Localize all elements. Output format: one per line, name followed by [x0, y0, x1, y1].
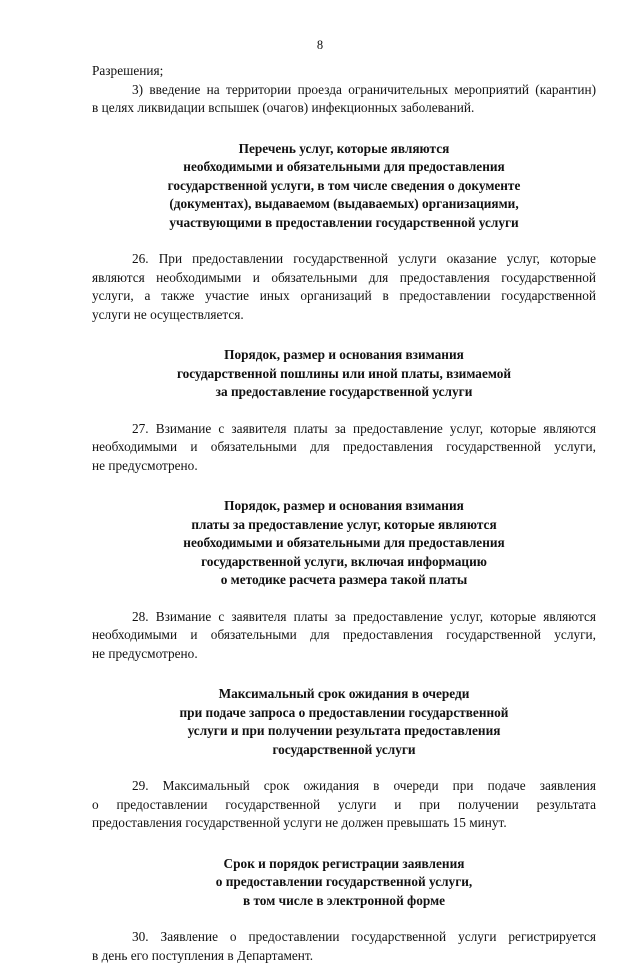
heading-line: государственной услуги, включая информацию	[92, 553, 596, 572]
section-heading	[92, 346, 596, 402]
heading-line: государственной услуги	[92, 741, 596, 760]
section-heading	[92, 140, 596, 233]
section-heading	[92, 855, 596, 911]
paragraph-29	[92, 777, 596, 833]
paragraph-line: являются необходимыми и обязательными для предоставления государственной	[92, 269, 596, 288]
paragraph-line: предоставления государственной услуги не должен превышать 15 минут.	[92, 814, 596, 833]
paragraph-line: 30. Заявление о предоставлении государственной услуги регистрируется	[92, 928, 596, 947]
paragraph-line: о предоставлении государственной услуги и при получении результата	[92, 796, 596, 815]
heading-line: государственной пошлины или иной платы, взимаемой	[92, 365, 596, 384]
paragraph-line: не предусмотрено.	[92, 645, 596, 664]
paragraph-26	[92, 250, 596, 324]
page-number: 8	[0, 36, 640, 55]
paragraph-line: 29. Максимальный срок ожидания в очереди при подаче заявления	[92, 777, 596, 796]
heading-line: государственной услуги, в том числе сведения о документе	[92, 177, 596, 196]
paragraph-line: 26. При предоставлении государственной услуги оказание услуг, которые	[92, 250, 596, 269]
heading-line: платы за предоставление услуг, которые являются	[92, 516, 596, 535]
section-heading	[92, 685, 596, 759]
heading-line: Максимальный срок ожидания в очереди	[92, 685, 596, 704]
heading-line: Срок и порядок регистрации заявления	[92, 855, 596, 874]
heading-line: необходимыми и обязательными для предоставления	[92, 158, 596, 177]
paragraph-28	[92, 608, 596, 664]
heading-line: при подаче запроса о предоставлении государственной	[92, 704, 596, 723]
intro-line: 3) введение на территории проезда ограничительных мероприятий (карантин)	[92, 81, 596, 100]
heading-line: Порядок, размер и основания взимания	[92, 346, 596, 365]
paragraph-line: необходимыми и обязательными для предоставления государственной услуги,	[92, 438, 596, 457]
document-body	[92, 62, 596, 965]
paragraph-line: 28. Взимание с заявителя платы за предоставление услуг, которые являются	[92, 608, 596, 627]
paragraph-line: 27. Взимание с заявителя платы за предоставление услуг, которые являются	[92, 420, 596, 439]
heading-line: необходимыми и обязательными для предоставления	[92, 534, 596, 553]
heading-line: услуги и при получении результата предоставления	[92, 722, 596, 741]
heading-line: Порядок, размер и основания взимания	[92, 497, 596, 516]
heading-line: о методике расчета размера такой платы	[92, 571, 596, 590]
section-heading	[92, 497, 596, 590]
intro-line: в целях ликвидации вспышек (очагов) инфекционных заболеваний.	[92, 99, 596, 118]
paragraph-line: услуги, а также участие иных организаций в предоставлении государственной	[92, 287, 596, 306]
paragraph-line: необходимыми и обязательными для предоставления государственной услуги,	[92, 626, 596, 645]
intro-line: Разрешения;	[92, 62, 596, 81]
paragraph-line: в день его поступления в Департамент.	[92, 947, 596, 965]
heading-line: за предоставление государственной услуги	[92, 383, 596, 402]
heading-line: участвующими в предоставлении государственной услуги	[92, 214, 596, 233]
heading-line: в том числе в электронной форме	[92, 892, 596, 911]
intro-block	[92, 62, 596, 118]
paragraph-line: не предусмотрено.	[92, 457, 596, 476]
paragraph-line: услуги не осуществляется.	[92, 306, 596, 325]
heading-line: о предоставлении государственной услуги,	[92, 873, 596, 892]
paragraph-27	[92, 420, 596, 476]
heading-line: Перечень услуг, которые являются	[92, 140, 596, 159]
paragraph-30	[92, 928, 596, 965]
heading-line: (документах), выдаваемом (выдаваемых) организациями,	[92, 195, 596, 214]
